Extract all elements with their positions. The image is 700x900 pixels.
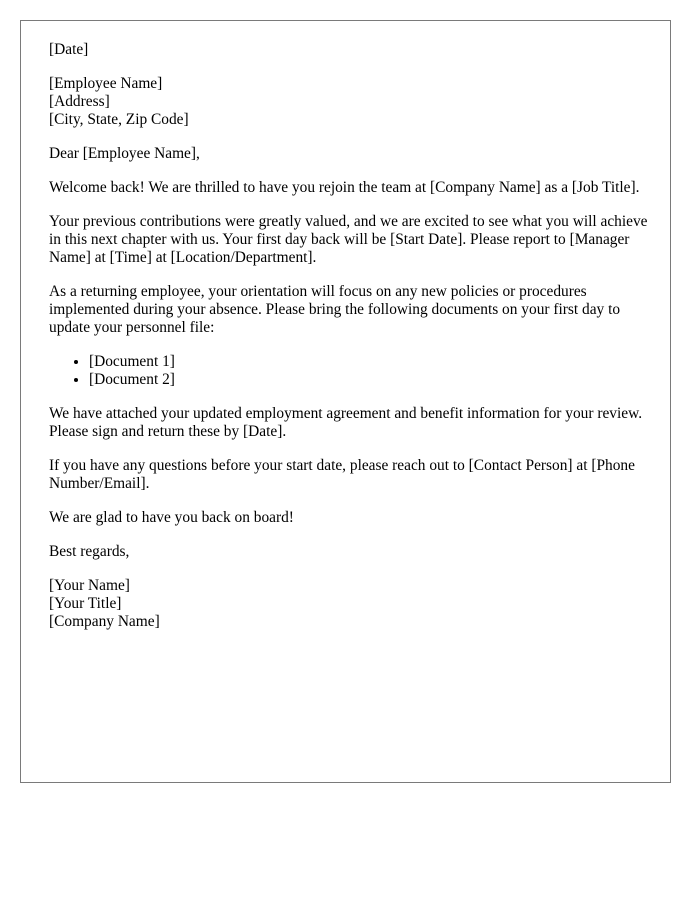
list-item: • [Document 2]: [89, 371, 650, 389]
recipient-name: [Employee Name]: [49, 75, 163, 92]
signature-name: [Your Name]: [49, 577, 130, 594]
letter-date: [Date]: [49, 41, 89, 58]
signature-company: [Company Name]: [49, 613, 160, 630]
signature-block: [49, 577, 650, 631]
closing: Best regards,: [49, 543, 130, 560]
paragraph-questions: If you have any questions before your start date, please reach out to [Contact Person] at [Phone Number/Email].: [49, 457, 635, 492]
recipient-city-state-zip: [City, State, Zip Code]: [49, 111, 189, 128]
signature-title: [Your Title]: [49, 595, 122, 612]
paragraph-welcome: Welcome back! We are thrilled to have you rejoin the team at [Company Name] as a [Job Title].: [49, 179, 640, 196]
recipient-address-block: [49, 75, 650, 129]
letter-page: [20, 20, 671, 783]
documents-list: [49, 353, 650, 389]
paragraph-first-day: Your previous contributions were greatly valued, and we are excited to see what you will achieve in this next chapter with us. Your first day back will be [Start Date]. Please report to [Manager Name] at [Time] at [Location/Department].: [49, 213, 648, 266]
list-item: • [Document 1]: [89, 353, 650, 371]
paragraph-glad: We are glad to have you back on board!: [49, 509, 294, 526]
salutation: Dear [Employee Name],: [49, 145, 200, 162]
recipient-address: [Address]: [49, 93, 110, 110]
paragraph-orientation: As a returning employee, your orientation will focus on any new policies or procedures implemented during your absence. Please bring the following documents on your first day to update your personnel file:: [49, 283, 621, 336]
paragraph-agreement: We have attached your updated employment agreement and benefit information for your review. Please sign and return these by [Date].: [49, 405, 643, 440]
